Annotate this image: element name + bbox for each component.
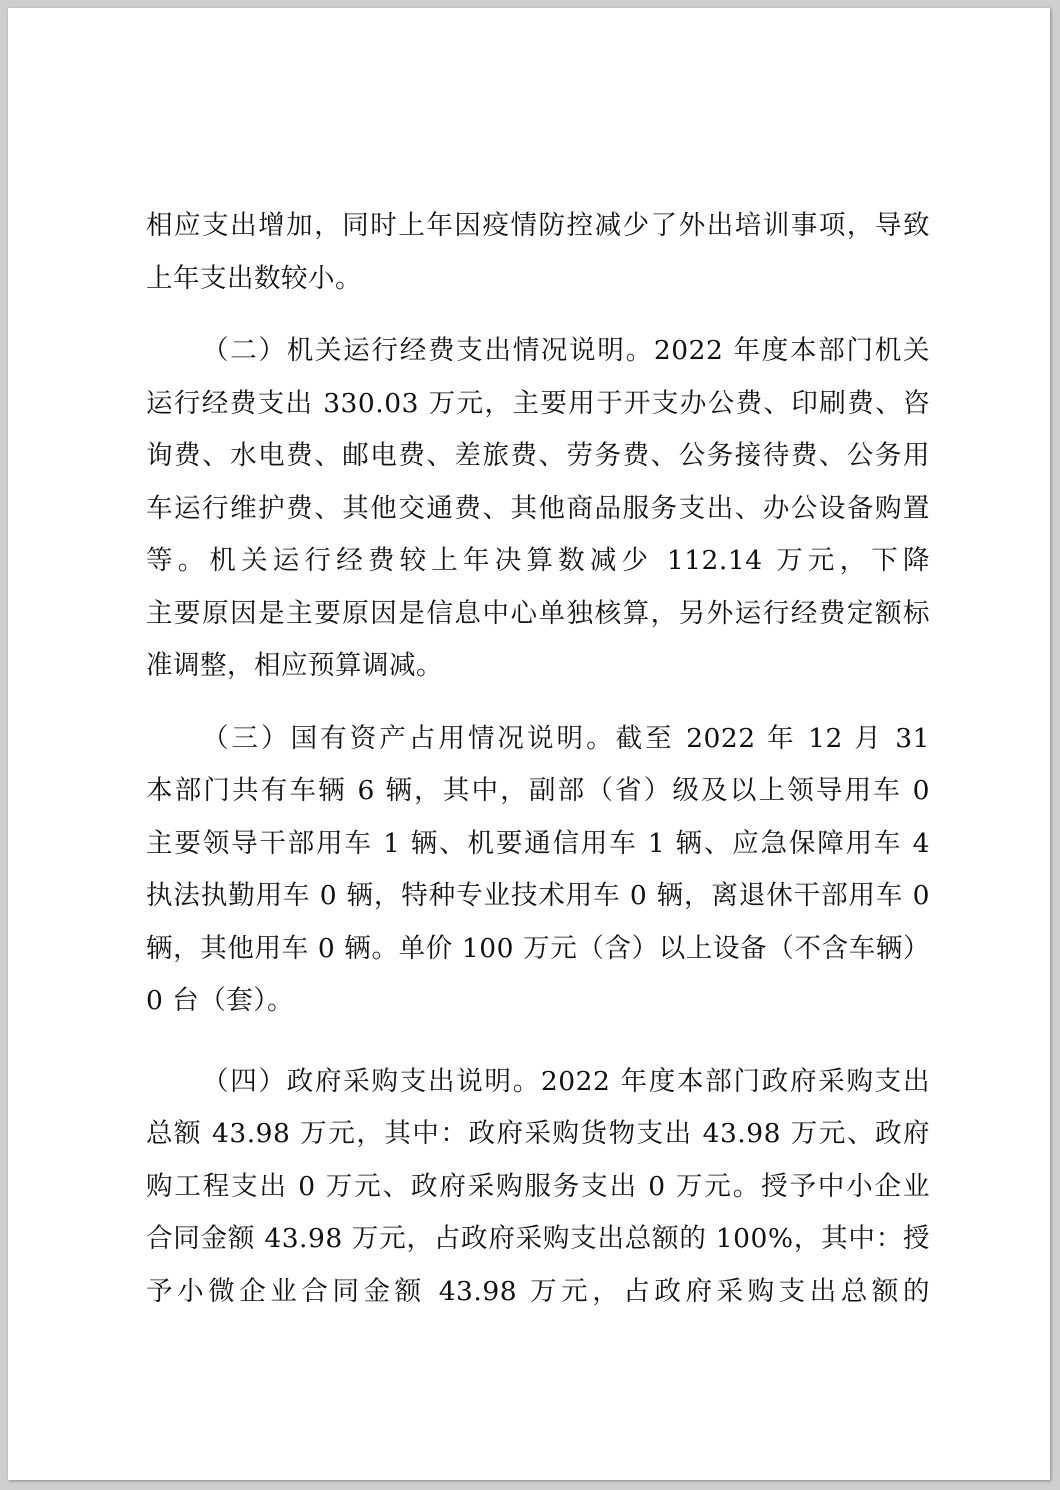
paragraph-line: 车运行维护费、其他交通费、其他商品服务支出、办公设备购置 [146, 492, 930, 524]
paragraph-line: 主要领导干部用车 1 辆、机要通信用车 1 辆、应急保障用车 4 [146, 827, 930, 859]
paragraph-line: （四）政府采购支出说明。2022 年度本部门政府采购支出 [202, 1065, 930, 1097]
document-page [8, 8, 1050, 1480]
paragraph-line: 运行经费支出 330.03 万元，主要用于开支办公费、印刷费、咨 [146, 387, 930, 419]
paragraph-line: 执法执勤用车 0 辆，特种专业技术用车 0 辆，离退休干部用车 0 [146, 880, 930, 911]
paragraph-line: 本部门共有车辆 6 辆，其中，副部（省）级及以上领导用车 0 [146, 775, 930, 806]
document-body [146, 200, 930, 1318]
paragraph-line: 购工程支出 0 万元、政府采购服务支出 0 万元。授予中小企业 [146, 1170, 930, 1202]
paragraph-line: 等。机关运行经费较上年决算数减少 112.14 万元，下降 [146, 545, 930, 576]
paragraph-line: 询费、水电费、邮电费、差旅费、劳务费、公务接待费、公务用 [146, 440, 930, 471]
paragraph-line: 相应支出增加，同时上年因疫情防控减少了外出培训事项，导致 [146, 210, 930, 241]
paragraph-line: （二）机关运行经费支出情况说明。2022 年度本部门机关 [202, 335, 930, 366]
paragraph-line: 合同金额 43.98 万元，占政府采购支出总额的 100%，其中：授 [146, 1223, 930, 1254]
paragraph-line: 总额 43.98 万元，其中：政府采购货物支出 43.98 万元、政府 [146, 1118, 930, 1149]
paragraph-line: 主要原因是主要原因是信息中心单独核算，另外运行经费定额标 [146, 597, 930, 629]
paragraph-1 [146, 200, 930, 305]
paragraph-4 [146, 1056, 930, 1319]
paragraph-line: （三）国有资产占用情况说明。截至 2022 年 12 月 31 [202, 722, 930, 754]
paragraph-line: 辆，其他用车 0 辆。单价 100 万元（含）以上设备（不含车辆） [146, 932, 930, 964]
paragraph-line: 0 台（套）。 [146, 985, 295, 1016]
paragraph-line: 予小微企业合同金额 43.98 万元，占政府采购支出总额的 [146, 1275, 930, 1307]
paragraph-line: 准调整，相应预算调减。 [146, 650, 443, 681]
paragraph-line: 上年支出数较小。 [146, 262, 362, 294]
paragraph-2 [146, 325, 930, 693]
paragraph-3 [146, 713, 930, 1028]
